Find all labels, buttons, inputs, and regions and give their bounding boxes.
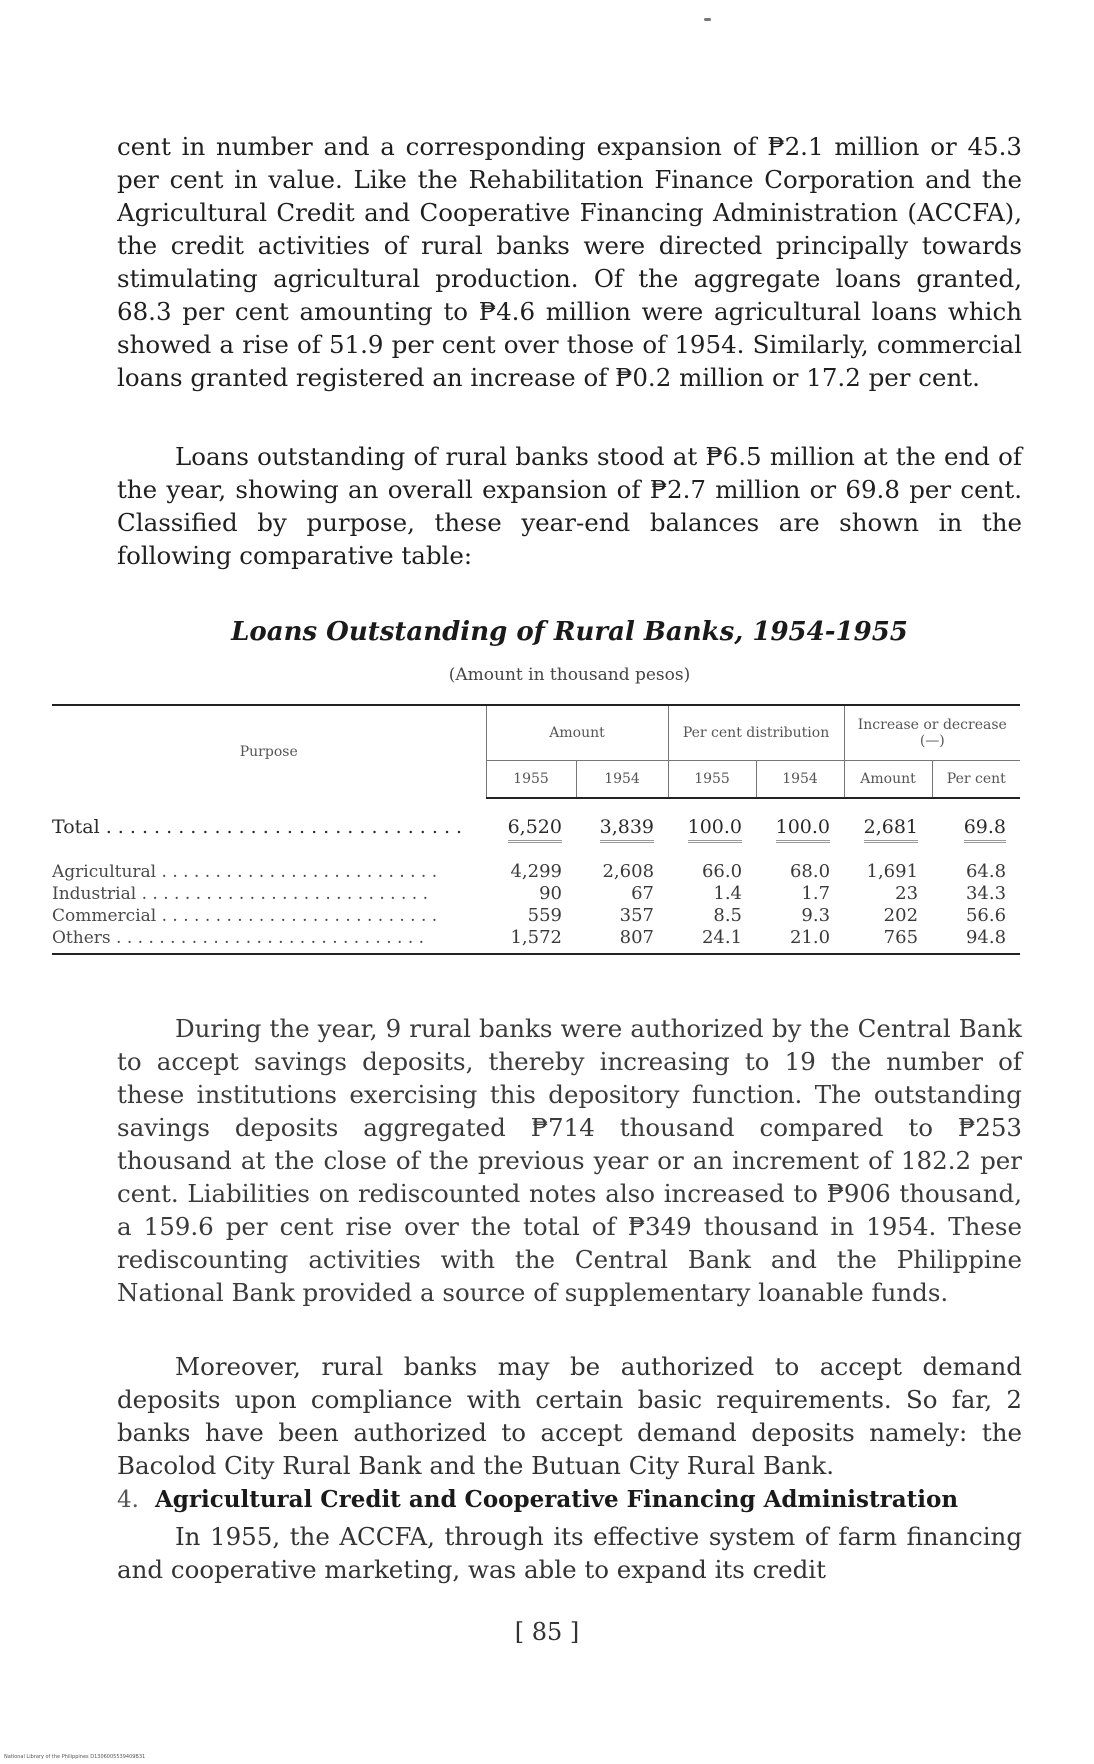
cell-distribution-1954: 100.0 [756, 798, 844, 855]
header-per-cent-distribution: Per cent distribution [668, 705, 844, 761]
cell-distribution-1954: 1.7 [801, 883, 831, 904]
header-amount: Amount [486, 705, 668, 761]
header-increase-per-cent: Per cent [932, 761, 1020, 799]
dot-leader: . . . . . . . . . . . . . . . . . . . . . . . . . . [156, 862, 438, 882]
cell-amount-1955: 4,299 [510, 861, 562, 882]
cell-increase-per-cent: 34.3 [965, 883, 1007, 904]
table-row-total [52, 798, 1020, 855]
cell-increase-amount: 202 [883, 905, 919, 926]
cell-increase-per-cent: 94.8 [932, 927, 1020, 954]
table-row-industrial [52, 883, 1020, 905]
loans-outstanding-table [52, 704, 1020, 955]
dot-leader: . . . . . . . . . . . . . . . . . . . . . . . . . . [156, 906, 438, 926]
header-distribution-1954: 1954 [756, 761, 844, 799]
row-purpose: Total . . . . . . . . . . . . . . . . . . . . . . . . . . . . . . [52, 815, 463, 838]
row-purpose: Others . . . . . . . . . . . . . . . . . . . . . . . . . . . . . [52, 927, 486, 954]
section-title: Agricultural Credit and Cooperative Financing Administration [154, 1486, 959, 1513]
cell-increase-amount: 1,691 [866, 861, 919, 882]
footer-note: National Library of the Philippines D1306005539409B31 [4, 1754, 146, 1760]
cell-increase-per-cent: 69.8 [932, 798, 1020, 855]
cell-distribution-1955: 8.5 [713, 905, 743, 926]
section-number: 4. [117, 1487, 139, 1513]
cell-amount-1955: 6,520 [486, 798, 576, 855]
cell-increase-per-cent: 56.6 [965, 905, 1007, 926]
cell-distribution-1954: 68.0 [789, 861, 831, 882]
cell-distribution-1954: 21.0 [756, 927, 844, 954]
cell-amount-1954: 357 [619, 905, 655, 926]
row-purpose: Industrial . . . . . . . . . . . . . . . . . . . . . . . . . . . [52, 884, 428, 904]
cell-distribution-1955: 1.4 [713, 883, 743, 904]
paragraph-rural-bank-loans-granted: cent in number and a corresponding expansion of ₱2.1 million or 45.3 per cent in value. Like the Rehabilitation Finance Corporation and the Agricultural Credit and Cooperative Financing Administration (ACCFA), the credit activities of rural banks were directed principally towards stimulating agricultural production. Of the aggregate loans granted, 68.3 per cent amounting to ₱4.6 million were agricultural loans which showed a rise of 51.9 per cent over those of 1954. Similarly, commercial loans granted registered an increase of ₱0.2 million or 17.2 per cent. [117, 132, 1022, 392]
table-title: Loans Outstanding of Rural Banks, 1954-1955 [231, 617, 908, 647]
cell-distribution-1954: 9.3 [801, 905, 831, 926]
table-header-row [52, 705, 1020, 761]
dot-leader: . . . . . . . . . . . . . . . . . . . . . . . . . . . . . . [99, 815, 463, 838]
paragraph-demand-deposits: Moreover, rural banks may be authorized to accept demand deposits upon compliance with certain basic requirements. So far, 2 banks have been authorized to accept demand deposits namely: the Bacolod City Rural Bank and the Butuan City Rural Bank. [117, 1352, 1022, 1480]
cell-amount-1954: 807 [576, 927, 668, 954]
cell-distribution-1955: 66.0 [701, 861, 743, 882]
header-amount-1954: 1954 [576, 761, 668, 799]
cell-distribution-1955: 24.1 [668, 927, 756, 954]
cell-increase-amount: 2,681 [844, 798, 932, 855]
row-purpose: Commercial . . . . . . . . . . . . . . . . . . . . . . . . . . [52, 906, 438, 926]
dot-leader: . . . . . . . . . . . . . . . . . . . . . . . . . . . [136, 884, 428, 904]
paragraph-savings-deposits: During the year, 9 rural banks were authorized by the Central Bank to accept savings deposits, thereby increasing to 19 the number of these institutions exercising this depository function. The outstanding savings deposits aggregated ₱714 thousand compared to ₱253 thousand at the close of the previous year or an increment of 182.2 per cent. Liabilities on rediscounted notes also increased to ₱906 thousand, a 159.6 per cent rise over the total of ₱349 thousand in 1954. These rediscounting activities with the Central Bank and the Philippine National Bank provided a source of supplementary loanable funds. [117, 1014, 1022, 1307]
row-purpose: Agricultural . . . . . . . . . . . . . . . . . . . . . . . . . . [52, 862, 438, 882]
cell-increase-amount: 23 [895, 883, 919, 904]
cell-amount-1955: 90 [539, 883, 562, 904]
cell-amount-1955: 559 [527, 905, 562, 926]
table-subtitle: (Amount in thousand pesos) [448, 665, 691, 685]
header-purpose: Purpose [52, 705, 486, 798]
header-amount-1955: 1955 [486, 761, 576, 799]
table-row-others [52, 927, 1020, 954]
paragraph-loans-outstanding: Loans outstanding of rural banks stood at ₱6.5 million at the end of the year, showing an overall expansion of ₱2.7 million or 69.8 per cent. Classified by purpose, these year-end balances are shown in the following comparative table: [117, 442, 1022, 570]
header-distribution-1955: 1955 [668, 761, 756, 799]
header-increase-amount: Amount [844, 761, 932, 799]
cell-amount-1954: 3,839 [576, 798, 668, 855]
scan-speck [704, 18, 711, 21]
header-increase-or-decrease: Increase or decrease (—) [844, 705, 1020, 761]
cell-amount-1955: 1,572 [486, 927, 576, 954]
dot-leader: . . . . . . . . . . . . . . . . . . . . . . . . . . . . . [110, 928, 425, 948]
page-number: [ 85 ] [514, 1618, 580, 1646]
cell-distribution-1955: 100.0 [668, 798, 756, 855]
section-heading [117, 1486, 958, 1513]
cell-amount-1954: 2,608 [602, 861, 655, 882]
table-row-agricultural [52, 855, 1020, 883]
cell-increase-per-cent: 64.8 [965, 861, 1007, 882]
cell-amount-1954: 67 [631, 883, 655, 904]
table-row-commercial [52, 905, 1020, 927]
cell-increase-amount: 765 [844, 927, 932, 954]
paragraph-accfa: In 1955, the ACCFA, through its effective system of farm financing and cooperative marketing, was able to expand its credit [117, 1522, 1022, 1584]
